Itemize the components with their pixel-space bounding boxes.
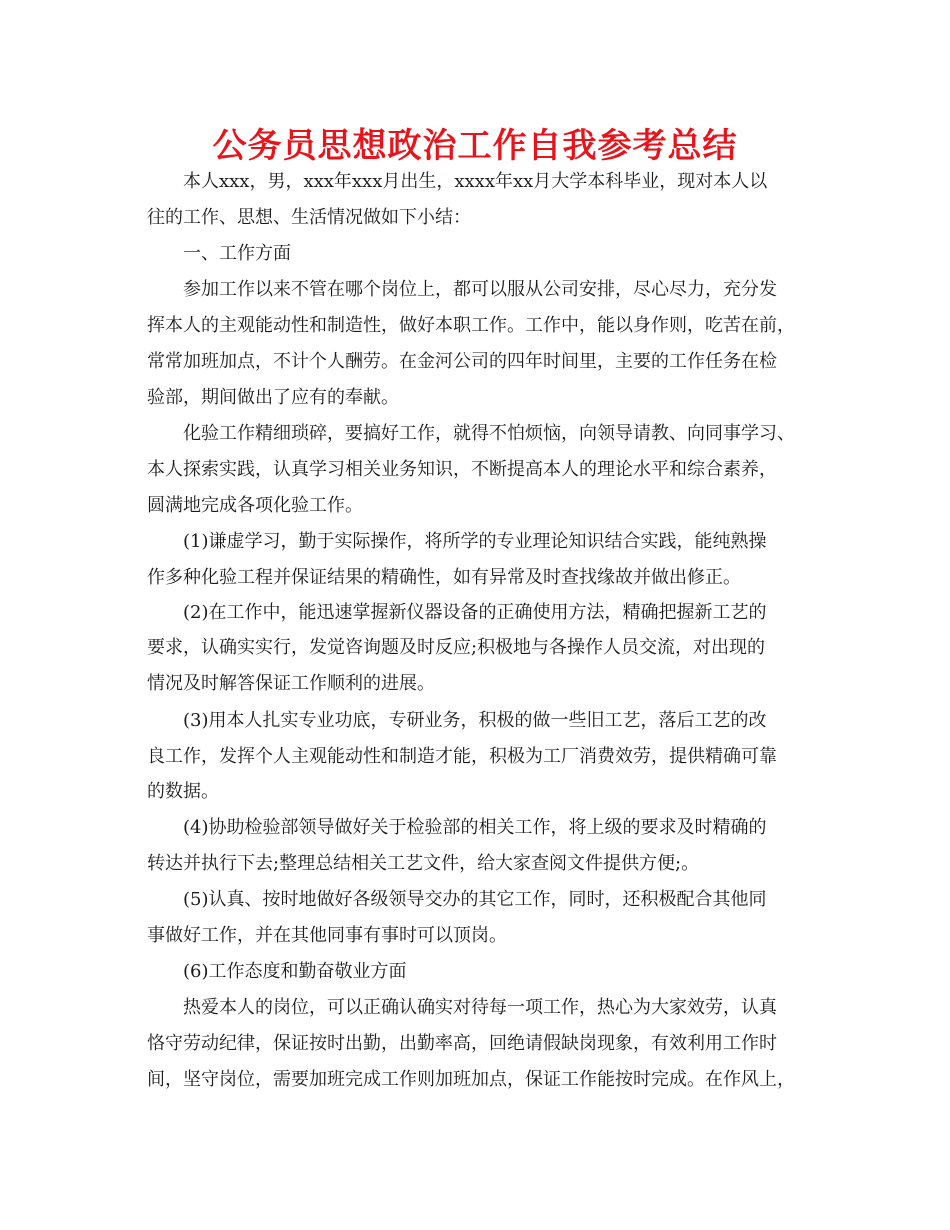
- text-line: (3)用本人扎实专业功底，专研业务，积极的做一些旧工艺，落后工艺的改: [183, 710, 767, 731]
- document-title: 公务员思想政治工作自我参考总结: [212, 126, 738, 166]
- text-line: 间，坚守岗位，需要加班完成工作则加班加点，保证工作能按时完成。在作风上，: [147, 1069, 795, 1090]
- text-line: 化验工作精细琐碎，要搞好工作，就得不怕烦恼，向领导请教、向同事学习、: [183, 423, 795, 444]
- text-line: 往的工作、思想、生活情况做如下小结：: [147, 207, 471, 228]
- text-line: 事做好工作，并在其他同事有事时可以顶岗。: [147, 925, 507, 946]
- text-line: 参加工作以来不管在哪个岗位上，都可以服从公司安排，尽心尽力，充分发: [183, 279, 777, 300]
- text-line: 情况及时解答保证工作顺利的进展。: [147, 673, 435, 694]
- text-line: 热爱本人的岗位，可以正确认确实对待每一项工作，热心为大家效劳，认真: [183, 997, 777, 1018]
- text-line: 本人探索实践，认真学习相关业务知识，不断提高本人的理论水平和综合素养，: [147, 459, 777, 480]
- text-line: 作多种化验工程并保证结果的精确性，如有异常及时查找缘故并做出修正。: [147, 567, 741, 588]
- section-heading: 一、工作方面: [183, 243, 291, 264]
- text-line: (4)协助检验部领导做好关于检验部的相关工作，将上级的要求及时精确的: [183, 817, 767, 838]
- text-line: 圆满地完成各项化验工作。: [147, 495, 363, 516]
- text-line: 的数据。: [147, 781, 219, 802]
- text-line: (5)认真、按时地做好各级领导交办的其它工作，同时，还积极配合其他同: [183, 889, 767, 910]
- text-line: (6)工作态度和勤奋敬业方面: [183, 961, 407, 982]
- text-line: 恪守劳动纪律，保证按时出勤，出勤率高，回绝请假缺岗现象，有效利用工作时: [147, 1033, 777, 1054]
- text-line: 本人xxx，男，xxx年xxx月出生，xxxx年xx月大学本科毕业，现对本人以: [183, 171, 768, 192]
- text-line: 要求，认确实实行，发觉咨询题及时反应;积极地与各操作人员交流，对出现的: [147, 637, 766, 658]
- text-line: (1)谦虚学习，勤于实际操作，将所学的专业理论知识结合实践，能纯熟操: [183, 531, 767, 552]
- text-line: (2)在工作中，能迅速掌握新仪器设备的正确使用方法，精确把握新工艺的: [183, 602, 767, 623]
- text-line: 验部，期间做出了应有的奉献。: [147, 387, 399, 408]
- text-line: 良工作，发挥个人主观能动性和制造才能，积极为工厂消费效劳，提供精确可靠: [147, 746, 777, 767]
- text-line: 转达并执行下去;整理总结相关工艺文件，给大家查阅文件提供方便;。: [147, 853, 700, 874]
- text-line: 挥本人的主观能动性和制造性，做好本职工作。工作中，能以身作则，吃苦在前，: [147, 315, 795, 336]
- text-line: 常常加班加点，不计个人酬劳。在金河公司的四年时间里，主要的工作任务在检: [147, 351, 777, 372]
